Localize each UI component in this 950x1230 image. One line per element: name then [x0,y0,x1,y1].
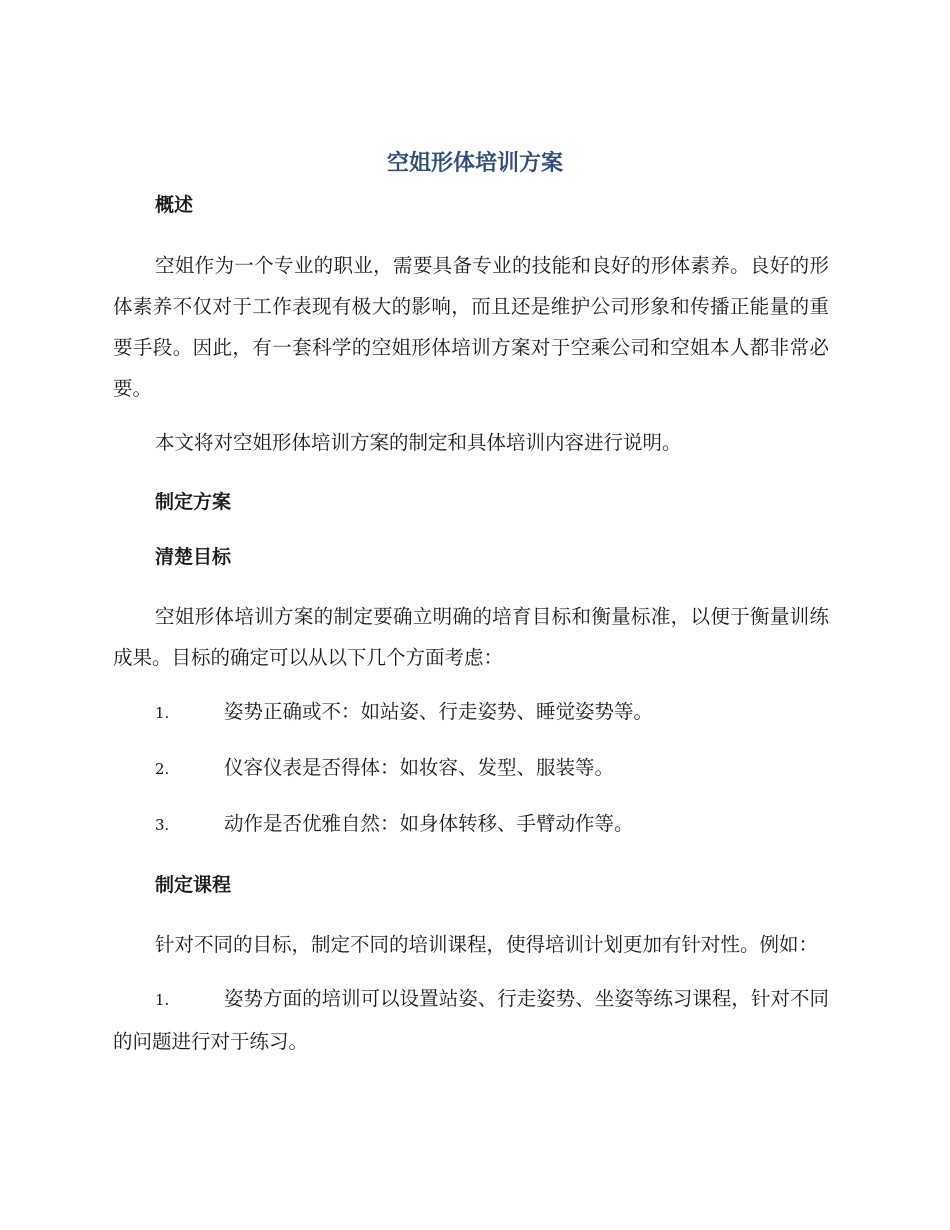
heading-course: 制定课程 [155,874,232,896]
list-item [113,803,829,846]
document-title: 空姐形体培训方案 [386,151,563,176]
paragraph-course: 针对不同的目标，制定不同的培训课程，使得培训计划更加有针对性。例如： [155,933,819,956]
heading-overview: 概述 [155,194,194,216]
list-item [113,691,829,734]
paragraph-overview-1: 空姐作为一个专业的职业，需要具备专业的技能和良好的形体素养。良好的形体素养不仅对于工作表现有极大的影响，而且还是维护公司形象和传播正能量的重要手段。因此，有一套科学的空姐形体培训方案对于空乘公司和空姐本人都非常必要。 [113,254,829,400]
list-item [113,978,829,1062]
document-body [113,190,829,1062]
list-item [113,747,829,790]
list-number: 1. [155,704,170,722]
list-text: 动作是否优雅自然：如身体转移、手臂动作等。 [224,812,634,835]
list-number: 2. [155,760,170,778]
heading-plan: 制定方案 [155,491,232,513]
list-text: 姿势正确或不：如站姿、行走姿势、睡觉姿势等。 [224,700,654,723]
list-number: 3. [155,816,170,834]
heading-goals: 清楚目标 [155,546,232,568]
paragraph-goals: 空姐形体培训方案的制定要确立明确的培育目标和衡量标准，以便于衡量训练成果。目标的确定可以从以下几个方面考虑： [113,605,829,669]
list-text: 仪容仪表是否得体：如妆容、发型、服装等。 [224,756,615,779]
list-text: 姿势方面的培训可以设置站姿、行走姿势、坐姿等练习课程，针对不同的问题进行对于练习。 [113,987,829,1053]
list-number: 1. [155,991,170,1009]
paragraph-overview-2: 本文将对空姐形体培训方案的制定和具体培训内容进行说明。 [155,431,682,454]
